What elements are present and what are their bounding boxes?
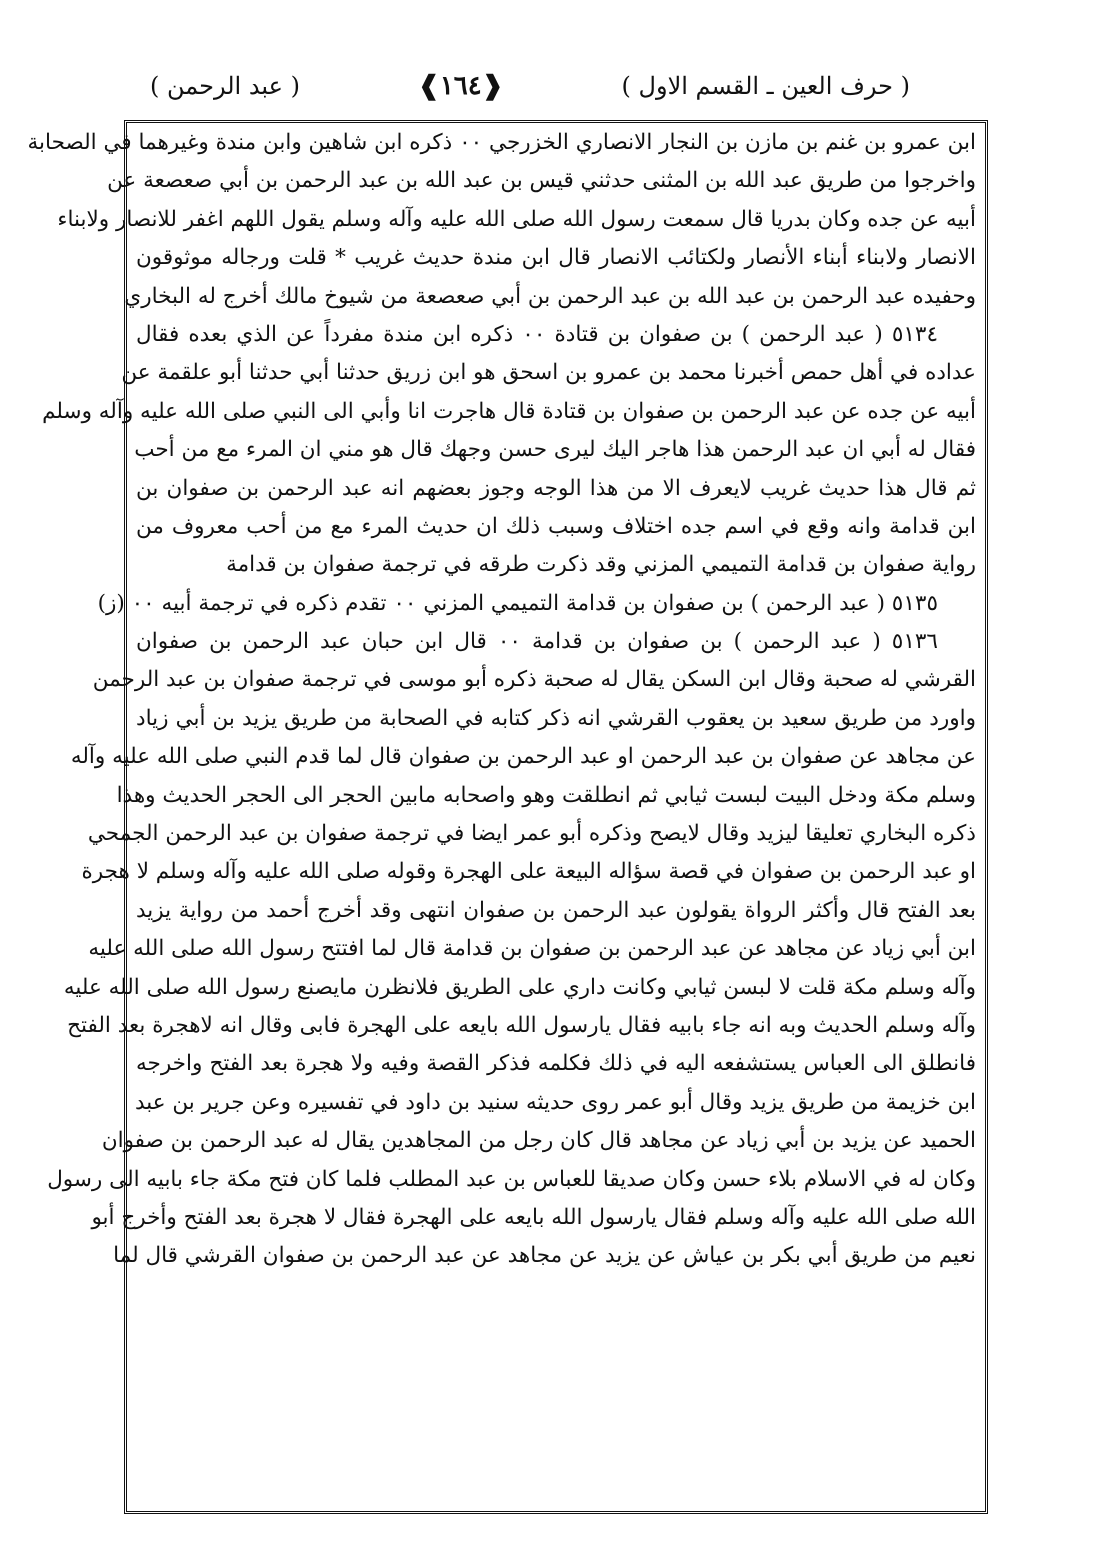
text-line: الحميد عن يزيد بن أبي زياد عن مجاهد قال كان رجل من المجاهدين يقال له عبد الرحمن بن صفوان [101, 1128, 976, 1154]
text-line: عداده في أهل حمص أخبرنا محمد بن عمرو بن اسحق هو ابن زريق حدثنا أبي حدثنا أبو علقمة عن [121, 360, 976, 386]
text-line: الله صلى الله عليه وآله وسلم فقال يارسول الله بايعه على الهجرة فقال لا هجرة بعد الفتح وأخرج أبو [91, 1204, 976, 1230]
text-line: ذكره البخاري تعليقا ليزيد وقال لايصح وذكره أبو عمر ايضا في ترجمة صفوان بن عبد الرحمن الجمحي [87, 821, 976, 847]
header-section-title: ( حرف العين ـ القسم الاول ) [621, 72, 910, 100]
text-line: ابن قدامة وانه وقع في اسم جده اختلاف وسبب ذلك ان حديث المرء مع من أحب معروف من [136, 513, 976, 539]
text-line: أبيه عن جده عن عبد الرحمن بن صفوان بن قتادة قال هاجرت انا وأبي الى النبي صلى الله عليه وآله وسلم [42, 398, 976, 424]
header-entry-name: ( عبد الرحمن ) [150, 72, 300, 100]
text-line: وسلم مكة ودخل البيت لبست ثيابي ثم انطلقت وهو واصحابه مابين الحجر الى الحجر الحديث وهذا [116, 782, 976, 808]
text-line: وحفيده عبد الرحمن بن عبد الله بن عبد الرحمن بن أبي صعصعة من شيوخ مالك أخرج له البخاري [124, 283, 976, 309]
entry-heading-line: ٥١٣٥ ( عبد الرحمن ) بن صفوان بن قدامة التميمي المزني ٠٠ تقدم ذكره في ترجمة أبيه ٠٠ (ز) [97, 590, 938, 616]
text-line: ابن أبي زياد عن مجاهد عن عبد الرحمن بن صفوان بن قدامة قال لما افتتح رسول الله صلى الله عليه [88, 936, 976, 962]
text-line: وآله وسلم الحديث وبه انه جاء بابيه فقال يارسول الله بايعه على الهجرة فابى وقال انه لاهجرة بعد الفتح [67, 1012, 976, 1038]
text-line: فقال له أبي ان عبد الرحمن هذا هاجر اليك ليرى حسن وجهك قال هو مني ان المرء مع من أحب [134, 437, 976, 463]
entry-heading-line: ٥١٣٤ ( عبد الرحمن ) بن صفوان بن قتادة ٠٠ ذكره ابن مندة مفرداً عن الذي بعده فقال [136, 321, 939, 347]
text-line: او عبد الرحمن بن صفوان في قصة سؤاله البيعة على الهجرة وقوله صلى الله عليه وآله وسلم لا هجرة [81, 859, 976, 885]
page-number: ❰١٦٤❱ [418, 71, 504, 101]
text-line: ثم قال هذا حديث غريب لايعرف الا من هذا الوجه وجوز بعضهم انه عبد الرحمن بن صفوان بن [136, 475, 976, 501]
text-line: نعيم من طريق أبي بكر بن عياش عن يزيد عن مجاهد عن عبد الرحمن بن صفوان القرشي قال لما [113, 1243, 976, 1269]
text-line: الانصار ولابناء أبناء الأنصار ولكتائب الانصار قال ابن مندة حديث غريب * قلت ورجاله موثوقون [136, 245, 976, 271]
page-header [150, 66, 910, 106]
text-line: أبيه عن جده وكان بدريا قال سمعت رسول الله صلى الله عليه وآله وسلم يقول اللهم اغفر للانصار ولابناء [57, 206, 976, 232]
text-line: ابن عمرو بن غنم بن مازن بن النجار الانصاري الخزرجي ٠٠ ذكره ابن شاهين وابن مندة وغيرهما في الصحابة [27, 130, 976, 155]
text-line: واخرجوا من طريق عبد الله بن المثنى حدثني قيس بن عبد الله بن عبد الرحمن بن أبي صعصعة عن [107, 168, 976, 194]
text-line: ابن خزيمة من طريق يزيد وقال أبو عمر روى حديثه سنيد بن داود في تفسيره وعن جرير بن عبد [134, 1089, 976, 1115]
text-line: القرشي له صحبة وقال ابن السكن يقال له صحبة ذكره أبو موسى في ترجمة صفوان بن عبد الرحمن [92, 667, 976, 693]
entry-heading-line: ٥١٣٦ ( عبد الرحمن ) بن صفوان بن قدامة ٠٠ قال ابن حبان عبد الرحمن بن صفوان [136, 629, 938, 655]
text-line: عن مجاهد عن صفوان بن عبد الرحمن او عبد الرحمن بن صفوان قال لما قدم النبي صلى الله عليه وآله [70, 744, 976, 770]
text-line: وآله وسلم مكة قلت لا لبسن ثيابي وكانت داري على الطريق فلانظرن مايصنع رسول الله صلى الله عليه [63, 974, 976, 1000]
text-line: وكان له في الاسلام بلاء حسن وكان صديقا للعباس بن عبد المطلب فلما كان فتح مكة جاء بابيه الى رسول [47, 1166, 976, 1192]
page-body [27, 124, 976, 1508]
text-line: بعد الفتح قال وأكثر الرواة يقولون عبد الرحمن بن صفوان انتهى وقد أخرج أحمد من رواية يزيد [136, 897, 976, 923]
text-line: رواية صفوان بن قدامة التميمي المزني وقد ذكرت طرقه في ترجمة صفوان بن قدامة [226, 552, 976, 578]
text-line: فانطلق الى العباس يستشفعه اليه في ذلك فكلمه فذكر القصة وفيه ولا هجرة بعد الفتح واخرجه [136, 1051, 976, 1077]
text-line: واورد من طريق سعيد بن يعقوب القرشي انه ذكر كتابه في الصحابة من طريق يزيد بن أبي زياد [136, 705, 976, 731]
